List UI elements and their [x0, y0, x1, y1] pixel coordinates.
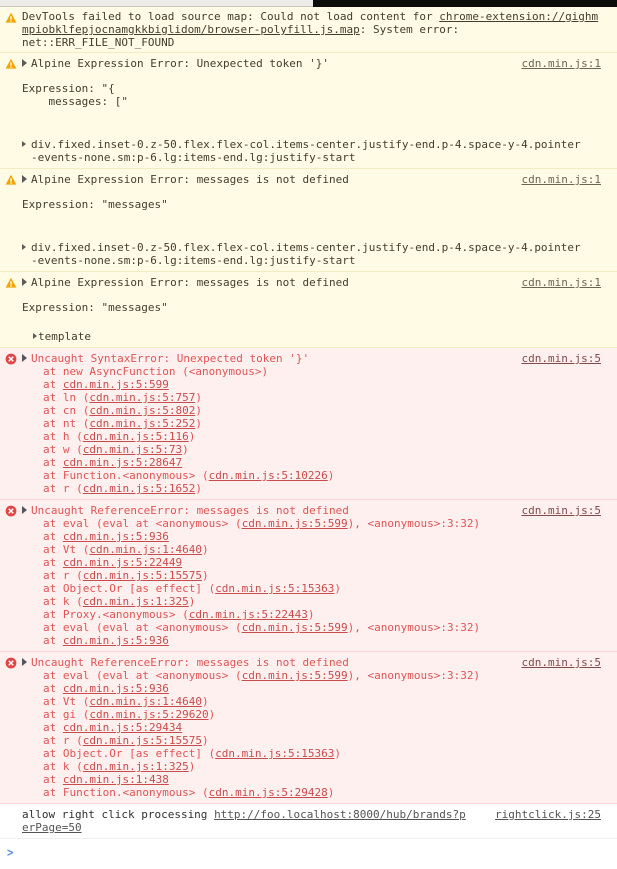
stack-frame-line: [22, 608, 601, 621]
expand-arrow-icon[interactable]: [22, 354, 27, 362]
source-link[interactable]: cdn.min.js:5: [521, 504, 601, 517]
expression-text: [22, 198, 601, 211]
stack-frame-line: [22, 569, 601, 582]
message-text: at Vt (: [43, 695, 90, 708]
message-text: at nt (: [43, 417, 90, 430]
message-text: ): [195, 391, 202, 404]
message-text: at k (: [43, 760, 83, 773]
message-link[interactable]: cdn.min.js:5:73: [82, 443, 183, 456]
message-text: at Function.<anonymous> (: [43, 469, 209, 482]
dom-node-text: div.fixed.inset-0.z-50.flex.flex-col.items-center.justify-end.p-4.space-y-4.pointer-events-none.sm:p-6.lg:items-end.lg:justify-start: [31, 241, 581, 267]
console-message: [0, 500, 617, 652]
stack-frame-line: [22, 669, 601, 682]
message-text: at: [43, 378, 63, 391]
message-text: at: [43, 773, 63, 786]
message-text: at eval (eval at <anonymous> (: [43, 621, 242, 634]
message-link[interactable]: cdn.min.js:5:599: [241, 669, 348, 682]
message-link[interactable]: cdn.min.js:5:757: [89, 391, 196, 404]
browser-chrome-light-segment: [0, 0, 313, 7]
message-text: at h (: [43, 430, 83, 443]
message-text: Alpine Expression Error: messages is not defined: [31, 173, 349, 186]
stack-frame-line: [22, 517, 601, 530]
prompt-chevron-icon: >: [7, 845, 14, 860]
stack-frame-line: [22, 404, 601, 417]
message-text: ): [201, 543, 209, 556]
message-text: Uncaught ReferenceError: messages is not defined: [31, 656, 349, 669]
console-message: [0, 348, 617, 500]
stack-frame-line: [22, 530, 601, 543]
message-link[interactable]: cdn.min.js:5:29620: [89, 708, 209, 721]
message-link[interactable]: cdn.min.js:5:29434: [62, 721, 183, 734]
message-text: ): [195, 417, 202, 430]
stack-frame-line: [22, 634, 601, 647]
message-text: ): [307, 608, 315, 621]
message-link[interactable]: cdn.min.js:5:936: [62, 634, 169, 647]
stack-frame-line: [22, 430, 601, 443]
stack-frame-line: [22, 760, 601, 773]
message-link[interactable]: cdn.min.js:5:29428: [208, 786, 328, 799]
message-text: at: [43, 721, 63, 734]
message-text: ): [188, 595, 196, 608]
stack-frame-line: [22, 734, 601, 747]
stack-frame-line: [22, 695, 601, 708]
expression-line: Expression: "{: [22, 82, 115, 95]
stack-frame-line: [22, 595, 601, 608]
expand-arrow-icon[interactable]: [22, 244, 26, 250]
warning-icon: [5, 58, 17, 70]
dom-node-text: div.fixed.inset-0.z-50.flex.flex-col.items-center.justify-end.p-4.space-y-4.pointer-events-none.sm:p-6.lg:items-end.lg:justify-start: [31, 138, 581, 164]
message-text: at: [43, 634, 63, 647]
browser-chrome-remnant: [0, 0, 617, 7]
source-link[interactable]: cdn.min.js:1: [521, 57, 601, 70]
stack-frame-line: [22, 621, 601, 634]
message-link[interactable]: cdn.min.js:5:15363: [215, 747, 335, 760]
message-text: ): [195, 404, 202, 417]
message-text: allow right click processing: [22, 808, 215, 821]
source-link[interactable]: rightclick.js:25: [495, 808, 601, 821]
message-text: at: [43, 530, 63, 543]
message-text: at r (: [43, 569, 83, 582]
stack-frame-line: [22, 443, 601, 456]
stack-frame-line: [22, 482, 601, 495]
message-link[interactable]: cdn.min.js:5:10226: [208, 469, 328, 482]
message-link[interactable]: cdn.min.js:5:15575: [82, 734, 202, 747]
console-message: [0, 169, 617, 272]
message-text: at r (: [43, 734, 83, 747]
stack-frame-line: [22, 773, 601, 786]
message-link[interactable]: cdn.min.js:1:4640: [89, 543, 202, 556]
expression-text: [22, 82, 601, 108]
stack-frame-line: [22, 456, 601, 469]
message-text: at: [43, 556, 63, 569]
stack-frame-line: [22, 721, 601, 734]
message-link[interactable]: cdn.min.js:5:15363: [215, 582, 335, 595]
expand-arrow-icon[interactable]: [22, 278, 27, 286]
stack-frame-line: [22, 417, 601, 430]
message-text: at new AsyncFunction (<anonymous>): [43, 365, 269, 378]
message-link[interactable]: cdn.min.js:5:599: [241, 621, 348, 634]
message-link[interactable]: cdn.min.js:5:22449: [62, 556, 183, 569]
message-text: ): [334, 582, 342, 595]
message-link[interactable]: cdn.min.js:1:4640: [89, 695, 202, 708]
message-text: ): [327, 469, 335, 482]
message-link[interactable]: http://foo.localhost:8000/hub/brands?perPage=50: [22, 808, 466, 834]
warning-icon: [5, 277, 17, 289]
message-text: at gi (: [43, 708, 90, 721]
message-text: Alpine Expression Error: Unexpected token '}': [31, 57, 330, 70]
stack-frame-line: [22, 747, 601, 760]
message-link[interactable]: cdn.min.js:5:599: [241, 517, 348, 530]
expression-line: Expression: "messages": [22, 198, 168, 211]
message-text: ), <anonymous>:3:32): [347, 517, 481, 530]
message-text: ): [188, 430, 196, 443]
message-link[interactable]: cdn.min.js:5:252: [89, 417, 196, 430]
message-link[interactable]: cdn.min.js:5:599: [62, 378, 169, 391]
message-text: at r (: [43, 482, 83, 495]
console-prompt[interactable]: [0, 839, 617, 869]
message-text: at: [43, 682, 63, 695]
dom-node-preview[interactable]: [22, 241, 582, 267]
message-text: at cn (: [43, 404, 90, 417]
message-text: ): [188, 760, 196, 773]
warning-icon: [5, 174, 17, 186]
stack-frame-line: [22, 582, 601, 595]
dom-node-preview[interactable]: [22, 330, 582, 343]
message-text: ): [327, 786, 335, 799]
console-message-list: [0, 7, 617, 839]
stack-frame-line: [22, 365, 601, 378]
stack-frame-line: [22, 391, 601, 404]
warning-icon: [5, 12, 17, 24]
message-link[interactable]: cdn.min.js:5:28647: [62, 456, 183, 469]
message-text: at w (: [43, 443, 83, 456]
message-text: at eval (eval at <anonymous> (: [43, 517, 242, 530]
console-message: [0, 804, 617, 839]
message-text: at Function.<anonymous> (: [43, 786, 209, 799]
console-message: [0, 7, 617, 53]
message-text: at Vt (: [43, 543, 90, 556]
message-text: Alpine Expression Error: messages is not defined: [31, 276, 349, 289]
message-text: at: [43, 456, 63, 469]
message-text: at k (: [43, 595, 83, 608]
expand-arrow-icon[interactable]: [22, 59, 27, 67]
message-text: : System error: net::ERR_FILE_NOT_FOUND: [22, 23, 460, 49]
message-link[interactable]: cdn.min.js:5:15575: [82, 569, 202, 582]
message-link[interactable]: chrome-extension://gighmmpiobklfepjocnamgkkbiglidom/browser-polyfill.js.map: [22, 10, 599, 36]
expand-arrow-icon[interactable]: [22, 506, 27, 514]
message-link[interactable]: cdn.min.js:1:325: [82, 760, 189, 773]
message-link[interactable]: cdn.min.js:5:936: [62, 530, 169, 543]
message-text: ): [208, 708, 216, 721]
error-icon: [5, 353, 17, 365]
stack-frame-line: [22, 469, 601, 482]
message-text: ): [201, 569, 209, 582]
source-link[interactable]: cdn.min.js:1: [521, 173, 601, 186]
message-text: at Proxy.<anonymous> (: [43, 608, 189, 621]
expression-line: Expression: "messages": [22, 301, 168, 314]
message-text: at ln (: [43, 391, 90, 404]
message-link[interactable]: cdn.min.js:5:116: [82, 430, 189, 443]
expand-arrow-icon[interactable]: [22, 141, 26, 147]
message-text: ), <anonymous>:3:32): [347, 669, 481, 682]
stack-frame-line: [22, 543, 601, 556]
message-text: at Object.Or [as effect] (: [43, 747, 216, 760]
source-link[interactable]: cdn.min.js:5: [521, 352, 601, 365]
message-text: ): [182, 443, 189, 456]
error-icon: [5, 657, 17, 669]
message-text: ): [201, 734, 209, 747]
message-link[interactable]: cdn.min.js:5:802: [89, 404, 196, 417]
message-text: ): [195, 482, 202, 495]
browser-chrome-dark-segment: [313, 0, 617, 7]
source-link[interactable]: cdn.min.js:1: [521, 276, 601, 289]
message-link[interactable]: cdn.min.js:5:936: [62, 682, 169, 695]
message-text: Uncaught SyntaxError: Unexpected token '}': [31, 352, 310, 365]
message-text: DevTools failed to load source map: Could not load content for: [22, 10, 440, 23]
message-text: Uncaught ReferenceError: messages is not defined: [31, 504, 349, 517]
message-link[interactable]: cdn.min.js:5:1652: [82, 482, 196, 495]
source-link[interactable]: cdn.min.js:5: [521, 656, 601, 669]
message-text: ), <anonymous>:3:32): [347, 621, 481, 634]
dom-node-text: template: [38, 330, 91, 343]
message-text: at eval (eval at <anonymous> (: [43, 669, 242, 682]
expand-arrow-icon[interactable]: [22, 658, 27, 666]
message-link[interactable]: cdn.min.js:1:438: [62, 773, 169, 786]
message-text: ): [334, 747, 342, 760]
error-icon: [5, 505, 17, 517]
console-message: [0, 652, 617, 804]
console-message: [0, 53, 617, 169]
expand-arrow-icon[interactable]: [22, 175, 27, 183]
expression-text: [22, 301, 601, 314]
dom-node-preview[interactable]: [22, 138, 582, 164]
stack-frame-line: [22, 708, 601, 721]
message-text: at Object.Or [as effect] (: [43, 582, 216, 595]
stack-frame-line: [22, 682, 601, 695]
stack-frame-line: [22, 556, 601, 569]
stack-frame-line: [22, 378, 601, 391]
stack-frame-line: [22, 786, 601, 799]
message-link[interactable]: cdn.min.js:5:22443: [188, 608, 308, 621]
expression-line: messages: [": [22, 95, 128, 108]
console-message: [0, 272, 617, 348]
message-text: ): [201, 695, 209, 708]
expand-arrow-icon[interactable]: [33, 333, 37, 339]
message-link[interactable]: cdn.min.js:1:325: [82, 595, 189, 608]
